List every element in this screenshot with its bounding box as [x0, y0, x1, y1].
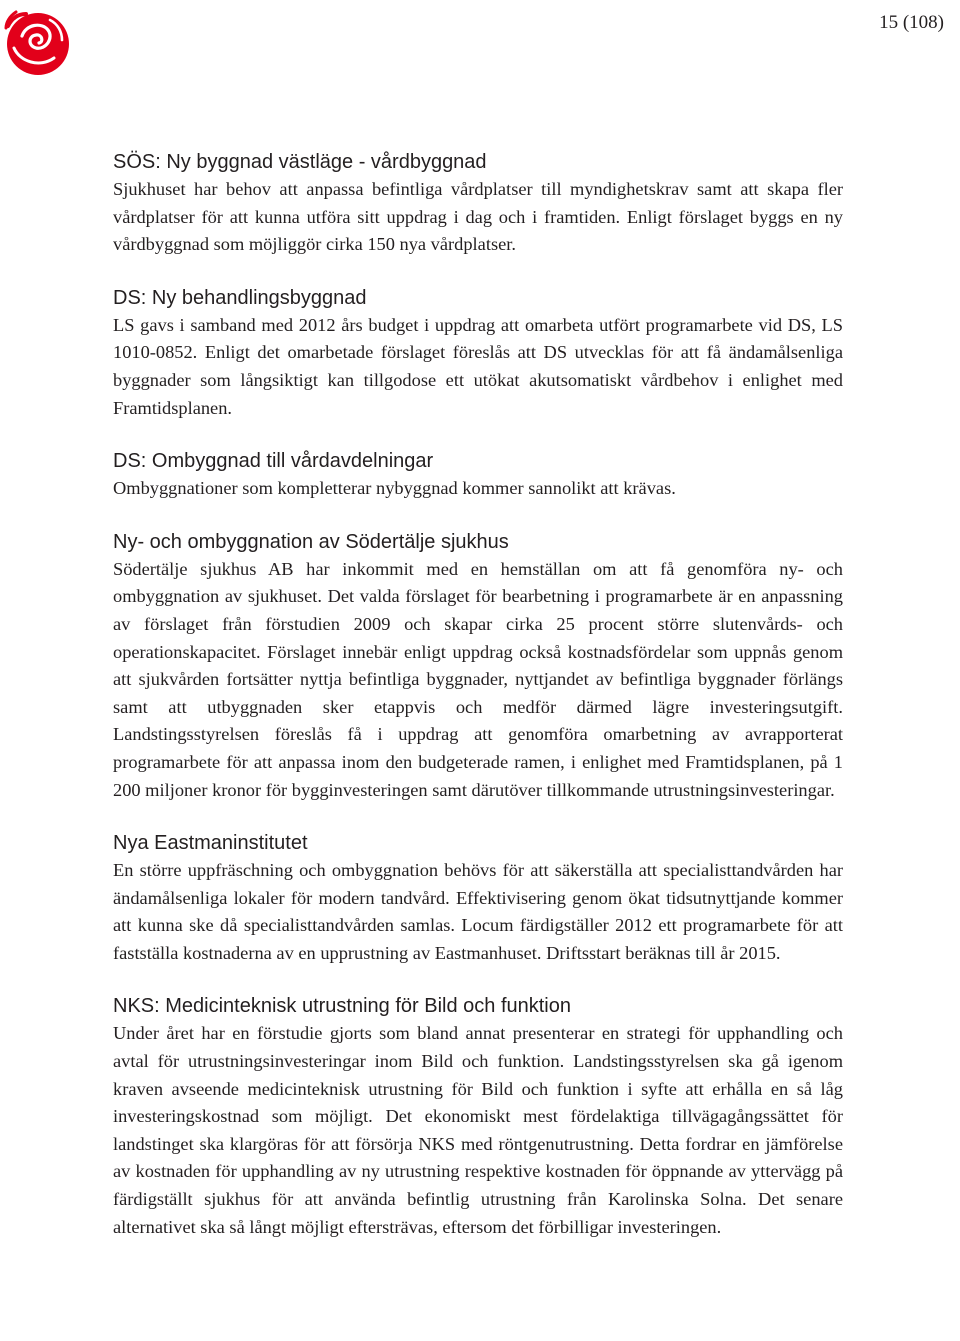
section-text: Under året har en förstudie gjorts som bland annat presenterar en strategi för upphandling och avtal för utrustningsinvesteringar inom Bild och funktion. Landstingsstyrelsen ska gå igenom kraven avseende medicinteknisk utrustning för Bild och funktion i syfte att erhålla en så låg investeringskostnad som möjligt. Det ekonomiskt mest fördelaktiga tillvägagångssättet för landstinget ska klargöras för att försörja NKS med röntgenutrustning. Detta fordrar en jämförelse av kostnaden för upphandling av ny utrustning respektive kostnaden för öppnande av yttervägg på färdigställt sjukhus för att använda befintlig utrustning från Karolinska Solna. Det senare alternativet ska så långt möjligt eftersträvas, eftersom det förbilligar investeringen.	[113, 1023, 843, 1237]
document-body	[113, 150, 843, 1268]
section-text: En större uppfräschning och ombyggnation behövs för att säkerställa att specialisttandvården har ändamålsenliga lokaler för modern tandvård. Effektivisering genom ökat tidsutnyttjande kommer att kunna ske då specialisttandvården samlas. Locum färdigställer 2012 ett programarbete för att fastställa kostnaderna av en upprustning av Eastmanhuset. Driftsstart beräknas till år 2015.	[113, 860, 843, 963]
rose-logo-icon	[2, 6, 72, 78]
section-text: Sjukhuset har behov att anpassa befintliga vårdplatser till myndighetskrav samt att skapa fler vårdplatser för att kunna utföra sitt uppdrag i dag och i framtiden. Enligt förslaget byggs en ny vårdbyggnad som möjliggör cirka 150 nya vårdplatser.	[113, 179, 843, 255]
section-heading: Ny- och ombyggnation av Södertälje sjukhus	[113, 530, 509, 553]
section-heading: DS: Ny behandlingsbyggnad	[113, 286, 367, 309]
page-number: 15 (108)	[879, 12, 944, 33]
section-eastmaninstitutet	[113, 831, 843, 967]
section-text: LS gavs i samband med 2012 års budget i uppdrag att omarbeta utfört programarbete vid DS, LS 1010-0852. Enligt det omarbetade förslaget föreslås att DS utvecklas för att få ändamålsenliga byggnader som långsiktigt kan tillgodose ett utökat akutsomatiskt vårdbehov i enlighet med Framtidsplanen.	[113, 314, 843, 418]
section-ds-ombyggnad	[113, 449, 843, 503]
section-text: Ombyggnationer som kompletterar nybyggnad kommer sannolikt att krävas.	[113, 478, 676, 499]
section-heading: SÖS: Ny byggnad västläge - vårdbyggnad	[113, 151, 487, 173]
section-heading: DS: Ombyggnad till vårdavdelningar	[113, 450, 434, 473]
section-heading: NKS: Medicinteknisk utrustning för Bild och funktion	[113, 995, 571, 1018]
section-nks-medicinteknisk	[113, 994, 843, 1241]
section-heading: Nya Eastmaninstitutet	[113, 832, 308, 855]
section-sos-vardbyggnad	[113, 150, 843, 259]
section-text: Södertälje sjukhus AB har inkommit med en hemställan om att få genomföra ny- och ombyggnation av sjukhuset. Det valda förslaget för bearbetning i programarbete är en anpassning av förslaget från förstudien 2009 och skapar cirka 25 procent större slutenvårds- och operationskapacitet. Förslaget innebär enligt uppdrag också kostnadsfördelar som uppnås genom att sjukvården fortsätter nyttja befintliga byggnader, nyttjandet av befintliga byggnader förlängs samt att utbyggnaden sker etappvis och medför därmed lägre investeringsutgift. Landstingsstyrelsen föreslås få i uppdrag att genomföra omarbetning av avrapporterat programarbete för att anpassa inom den budgeterade ramen, i enlighet med Framtidsplanen, på 1 200 miljoner kronor för bygginvesteringen samt därutöver tillkommande utrustningsinvesteringar.	[113, 558, 843, 800]
section-ds-behandlingsbyggnad	[113, 286, 843, 422]
section-sodertalje-sjukhus	[113, 530, 843, 804]
